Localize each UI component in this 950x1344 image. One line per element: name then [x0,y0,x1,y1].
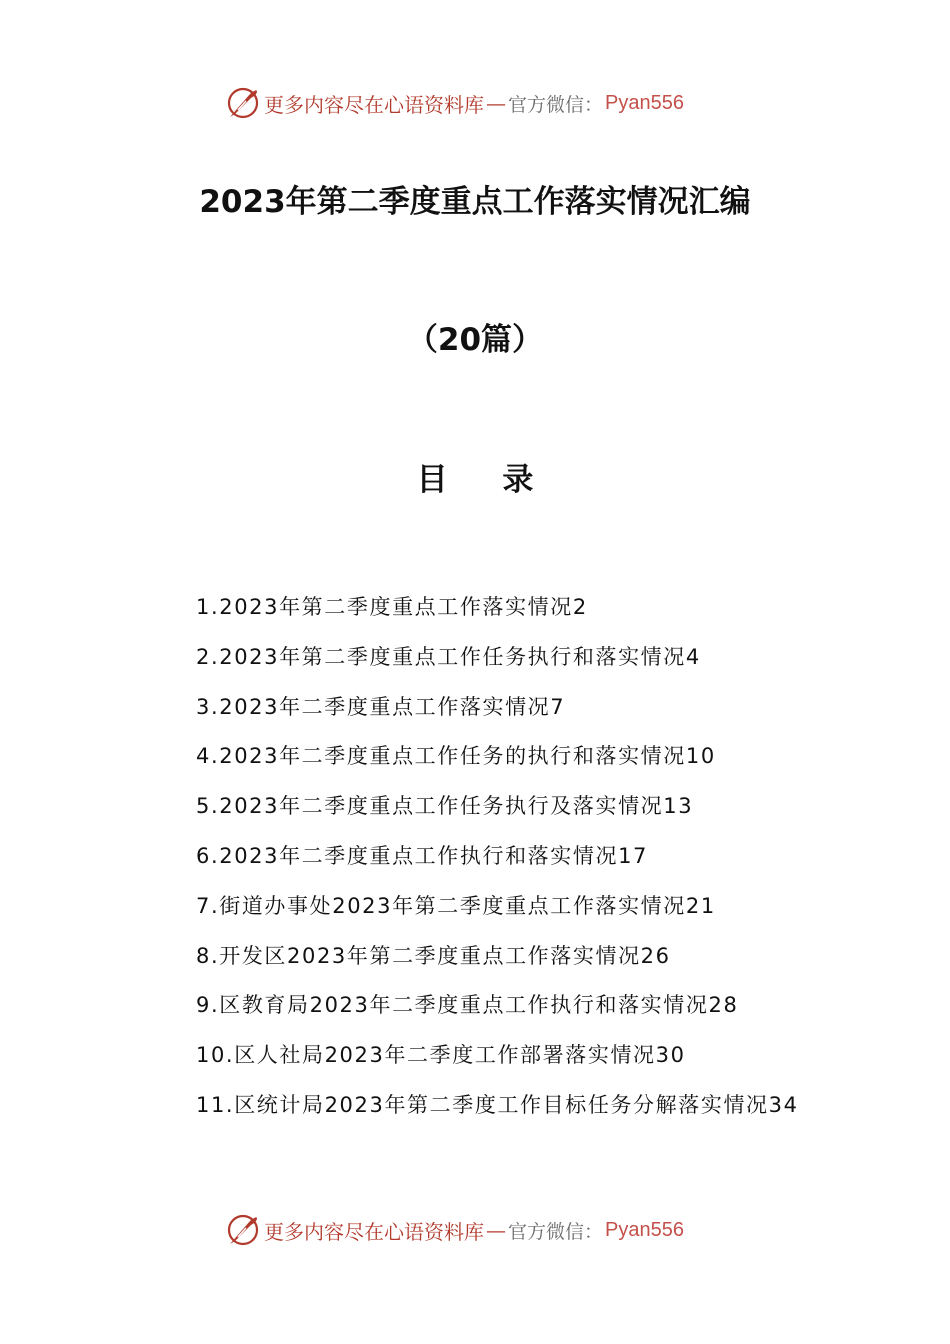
watermark-dash: — [486,91,506,115]
toc-item-5[interactable]: 5.2023年二季度重点工作任务执行及落实情况13 [196,794,694,819]
toc-item-2[interactable]: 2.2023年第二季度重点工作任务执行和落实情况4 [196,644,701,669]
watermark-text: 更多内容尽在心语资料库 [264,1219,484,1244]
wechat-label: 官方微信： [508,1220,604,1243]
toc-item-11[interactable]: 11.区统计局2023年第二季度工作目标任务分解落实情况34 [196,1092,799,1117]
toc-item-10[interactable]: 10.区人社局2023年二季度工作部署落实情况30 [196,1043,686,1068]
wechat-id: Pyan556 [605,1218,684,1241]
toc-item-6[interactable]: 6.2023年二季度重点工作执行和落实情况17 [196,843,648,868]
toc-item-3[interactable]: 3.2023年二季度重点工作落实情况7 [196,694,566,719]
toc-item-4[interactable]: 4.2023年二季度重点工作任务的执行和落实情况10 [196,744,716,769]
toc-item-8[interactable]: 8.开发区2023年第二季度重点工作落实情况26 [196,943,671,968]
quill-pen-logo-icon [226,1213,260,1247]
toc-item-7[interactable]: 7.街道办事处2023年第二季度重点工作落实情况21 [196,893,716,918]
quill-pen-logo-icon [226,86,260,120]
toc-item-9[interactable]: 9.区教育局2023年二季度重点工作执行和落实情况28 [196,993,739,1018]
toc-item-1[interactable]: 1.2023年第二季度重点工作落实情况2 [196,595,588,619]
document-title: 2023年第二季度重点工作落实情况汇编 [199,184,751,220]
header-watermark [226,85,684,121]
table-of-contents [145,583,810,1131]
footer-watermark [226,1212,684,1248]
document-count: （20篇） [406,322,544,358]
toc-heading: 目 录 [416,462,556,498]
watermark-dash: — [486,1218,506,1242]
wechat-label: 官方微信： [508,93,604,116]
wechat-id: Pyan556 [605,91,684,114]
watermark-text: 更多内容尽在心语资料库 [264,92,484,117]
